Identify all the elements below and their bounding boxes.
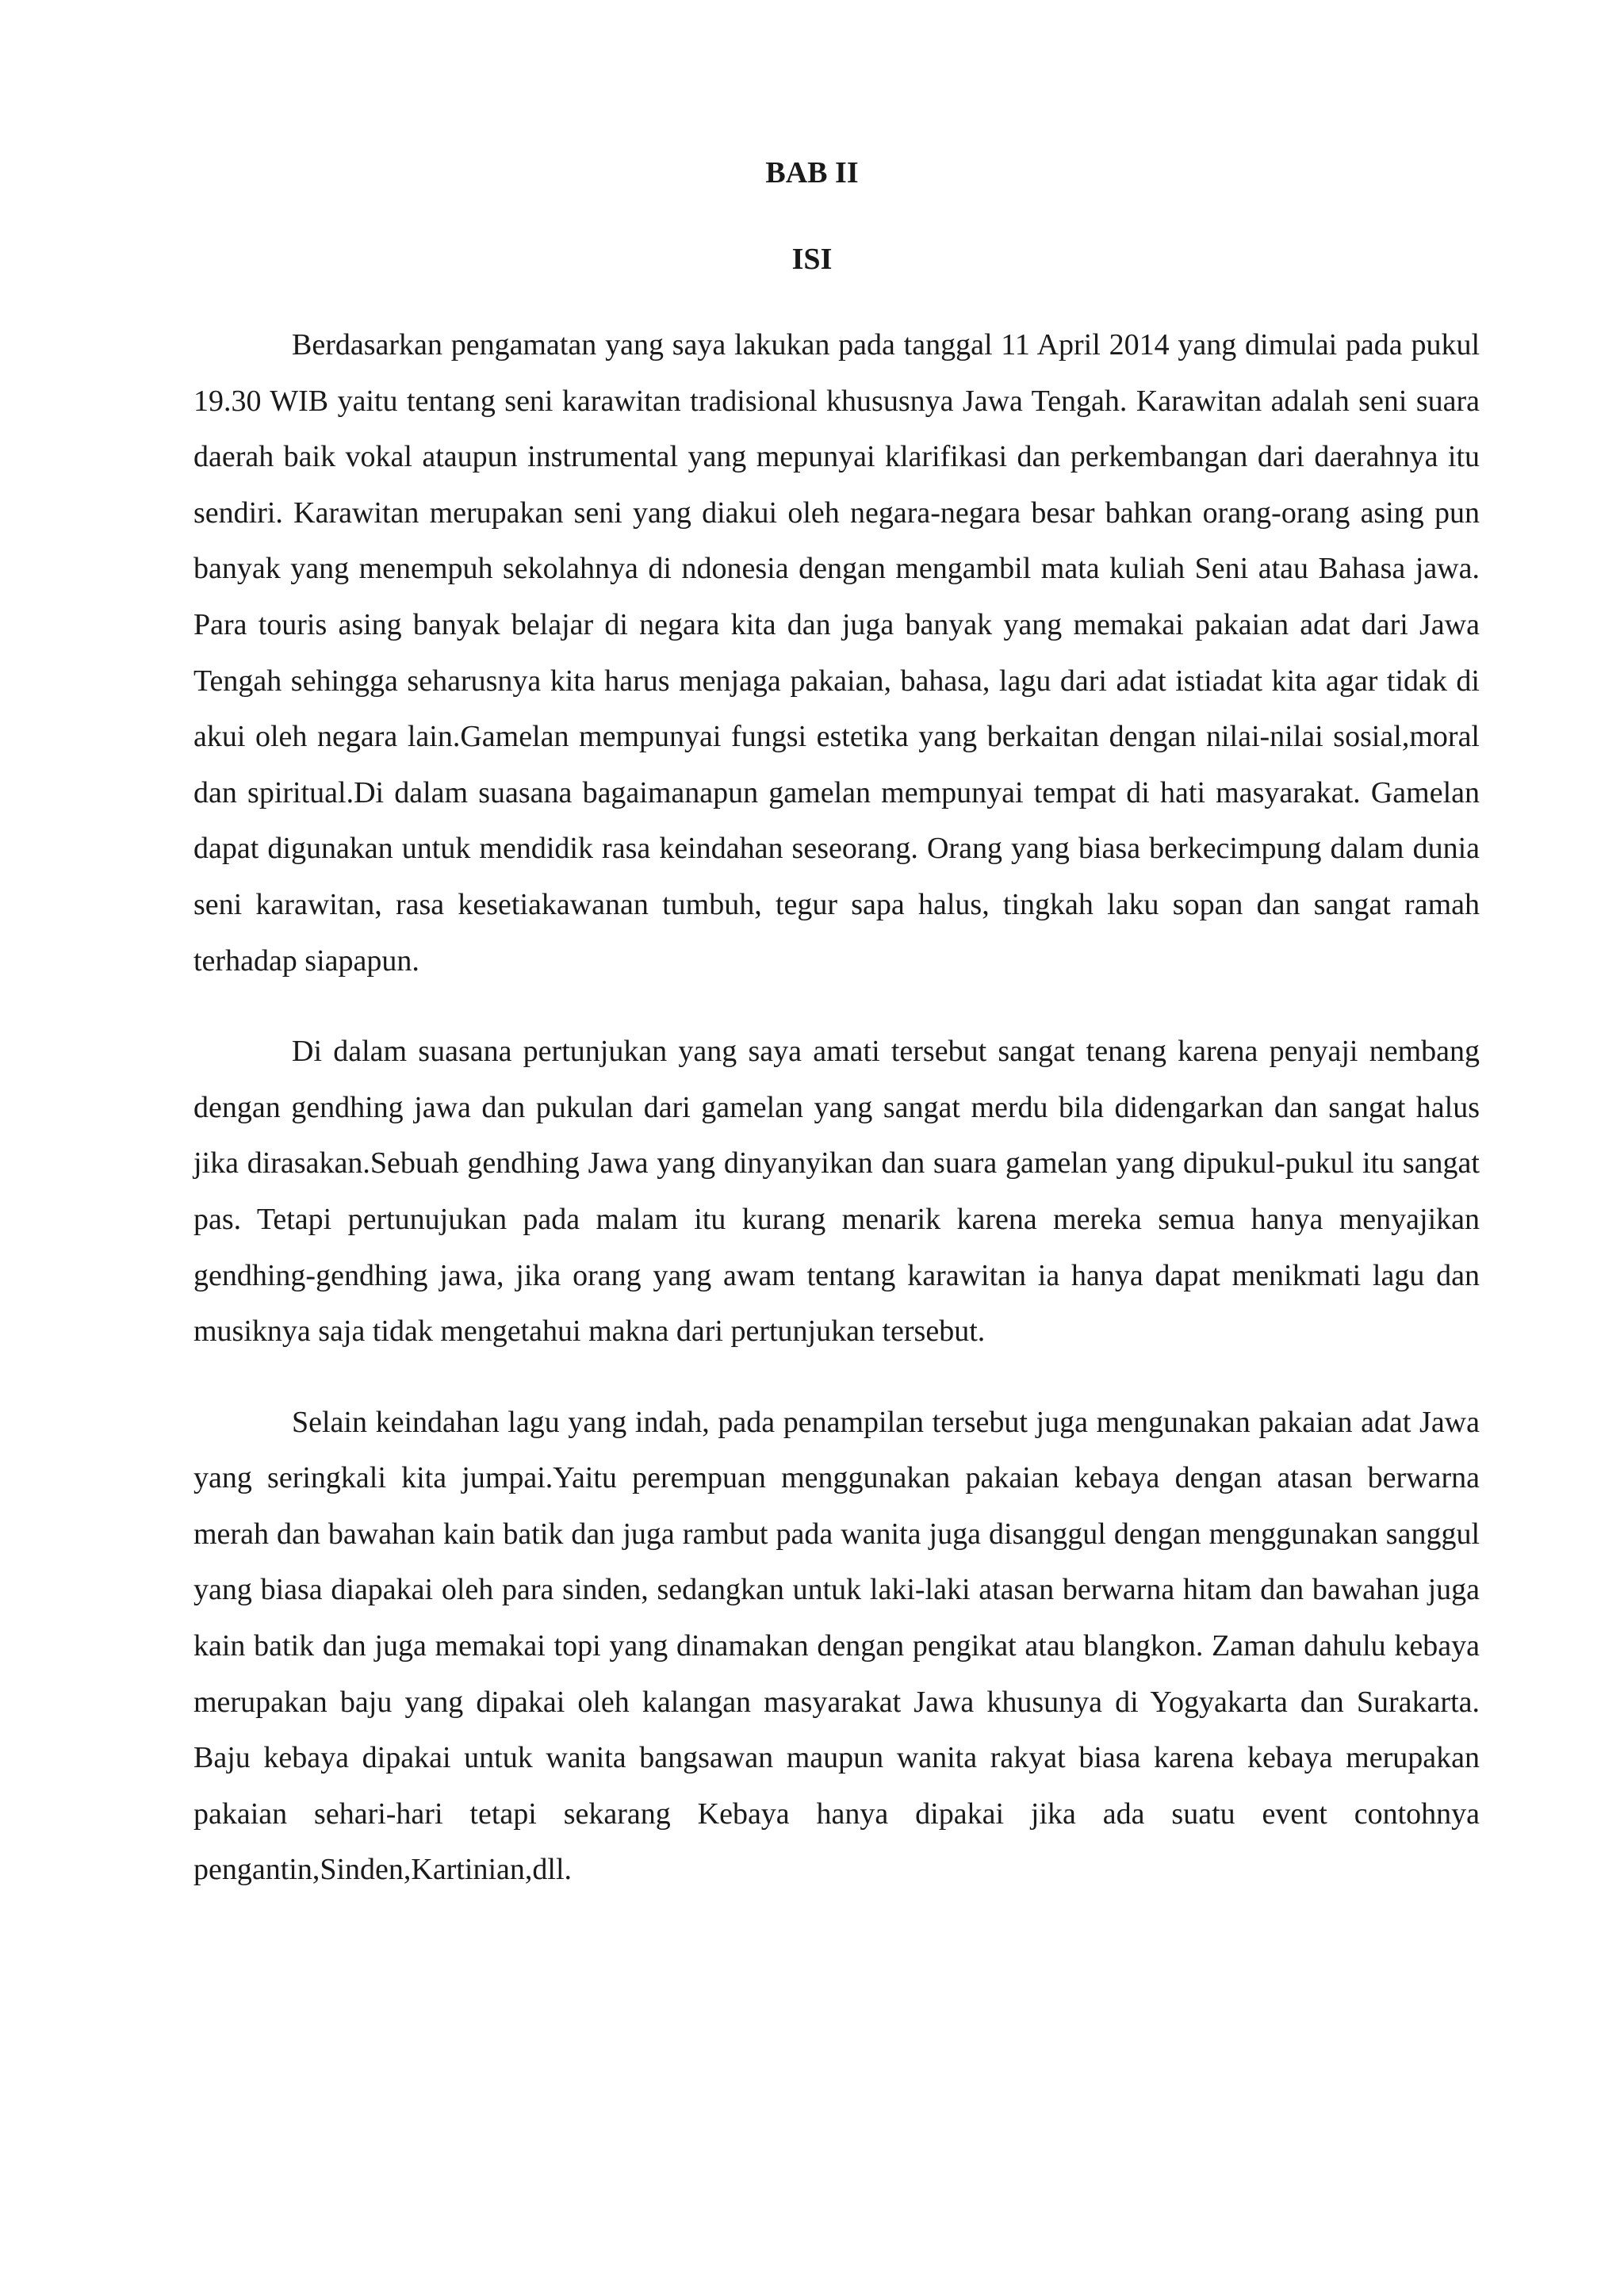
paragraph-2: Di dalam suasana pertunjukan yang saya amati tersebut sangat tenang karena penyaji nembang dengan gendhing jawa dan pukulan dari gamelan yang sangat merdu bila didengarkan dan sangat halus jika dirasakan.Sebuah gendhing Jawa yang dinyanyikan dan suara gamelan yang dipukul-pukul itu sangat pas. Tetapi pertunujukan pada malam itu kurang menarik karena mereka semua hanya menyajikan gendhing-gendhing jawa, jika orang yang awam tentang karawitan ia hanya dapat menikmati lagu dan musiknya saja tidak mengetahui makna dari pertunjukan tersebut. — [193, 1035, 1480, 1349]
paragraph-3: Selain keindahan lagu yang indah, pada penampilan tersebut juga mengunakan pakaian adat Jawa yang seringkali kita jumpai.Yaitu perempuan menggunakan pakaian kebaya dengan atasan berwarna merah dan bawahan kain batik dan juga rambut pada wanita juga disanggul dengan menggunakan sanggul yang biasa diapakai oleh para sinden, sedangkan untuk laki-laki atasan berwarna hitam dan bawahan juga kain batik dan juga memakai topi yang dinamakan dengan pengikat atau blangkon. Zaman dahulu kebaya merupakan baju yang dipakai oleh kalangan masyarakat Jawa khusunya di Yogyakarta dan Surakarta. Baju kebaya dipakai untuk wanita bangsawan maupun wanita rakyat biasa karena kebaya merupakan pakaian sehari-hari tetapi sekarang Kebaya hanya dipakai jika ada suatu event contohnya pengantin,Sinden,Kartinian,dll. — [193, 1405, 1480, 1887]
chapter-heading: BAB II — [765, 156, 859, 189]
section-heading: ISI — [791, 243, 833, 276]
paragraph-1: Berdasarkan pengamatan yang saya lakukan pada tanggal 11 April 2014 yang dimulai pada pukul 19.30 WIB yaitu tentang seni karawitan tradisional khususnya Jawa Tengah. Karawitan adalah seni suara daerah baik vokal ataupun instrumental yang mepunyai klarifikasi dan perkembangan dari daerahnya itu sendiri. Karawitan merupakan seni yang diakui oleh negara-negara besar bahkan orang-orang asing pun banyak yang menempuh sekolahnya di ndonesia dengan mengambil mata kuliah Seni atau Bahasa jawa. Para touris asing banyak belajar di negara kita dan juga banyak yang memakai pakaian adat dari Jawa Tengah sehingga seharusnya kita harus menjaga pakaian, bahasa, lagu dari adat istiadat kita agar tidak di akui oleh negara lain.Gamelan mempunyai fungsi estetika yang berkaitan dengan nilai-nilai sosial,moral dan spiritual.Di dalam suasana bagaimanapun gamelan mempunyai tempat di hati masyarakat. Gamelan dapat digunakan untuk mendidik rasa keindahan seseorang. Orang yang biasa berkecimpung dalam dunia seni karawitan, rasa kesetiakawanan tumbuh, tegur sapa halus, tingkah laku sopan dan sangat ramah terhadap siapapun. — [193, 328, 1480, 978]
body-text — [193, 317, 1480, 1898]
